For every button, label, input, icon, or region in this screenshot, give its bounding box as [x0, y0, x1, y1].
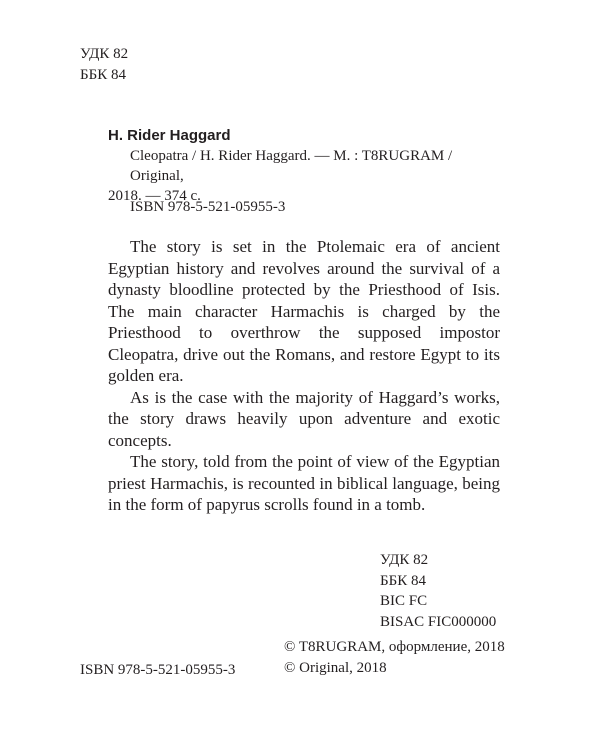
isbn-top: ISBN 978-5-521-05955-3: [130, 199, 286, 215]
udk-code: УДК 82: [80, 46, 129, 62]
isbn-bottom: ISBN 978-5-521-05955-3: [80, 662, 236, 678]
copyright-line-2: © Original, 2018: [284, 660, 387, 676]
annotation-paragraph-1: The story is set in the Ptolemaic era of ancient Egyptian history and revolves around the survival of a dynasty bloodline protected by the Priesthood of Isis. The main character Harmachis is charged by the Priesthood to overthrow the supposed impostor Cleopatra, drive out the Romans, and restore Egypt to its golden era.: [108, 237, 500, 385]
top-classification-codes: [80, 44, 128, 86]
classification-block: [380, 550, 496, 632]
copyright-block: [284, 637, 505, 679]
annotation-paragraph-2: As is the case with the majority of Haggard’s works, the story draws heavily upon adventure and exotic concepts.: [108, 387, 500, 450]
bbk-code: ББК 84: [80, 67, 126, 83]
copyright-line-1: © T8RUGRAM, оформление, 2018: [284, 639, 505, 655]
bibliographic-line-1: Cleopatra / H. Rider Haggard. — M. : T8RUGRAM / Original,: [130, 148, 453, 184]
author-name: H. Rider Haggard: [108, 127, 231, 144]
classification-udk: УДК 82: [380, 552, 429, 568]
annotation-paragraph-3: The story, told from the point of view of the Egyptian priest Harmachis, is recounted in biblical language, being in the form of papyrus scrolls found in a tomb.: [108, 452, 500, 514]
classification-bbk: ББК 84: [380, 572, 426, 589]
annotation: [108, 236, 500, 516]
classification-bic: BIC FC: [380, 593, 428, 609]
bibliographic-line-2: 2018. — 374 c.: [108, 188, 201, 204]
classification-bisac: BISAC FIC000000: [380, 613, 497, 630]
